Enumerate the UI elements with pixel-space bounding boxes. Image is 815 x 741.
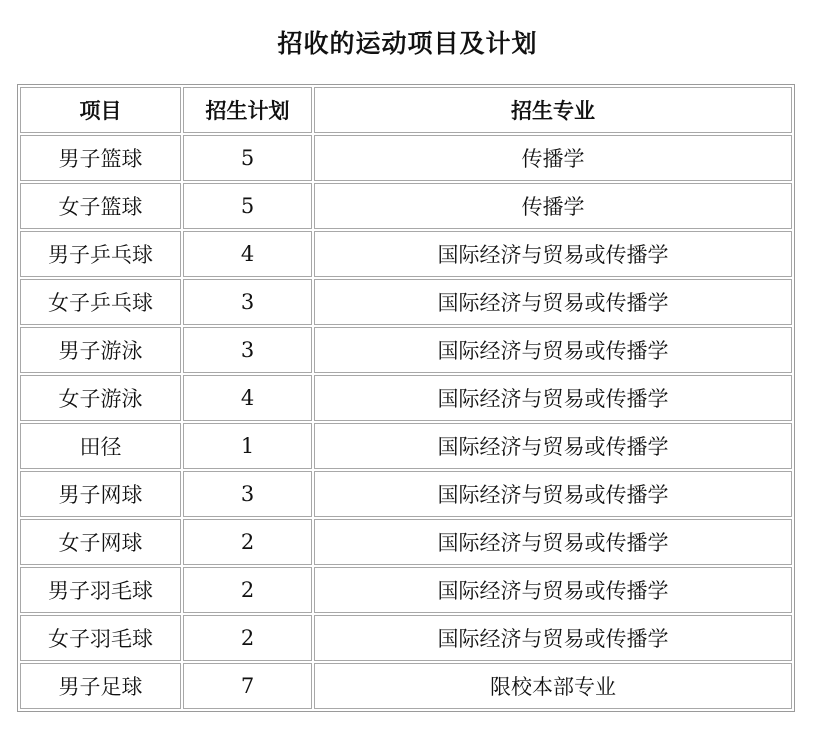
- table-row: [20, 279, 792, 325]
- cell-quota: 5: [183, 135, 312, 181]
- table-header-row: [20, 87, 792, 133]
- table-row: [20, 567, 792, 613]
- table-row: [20, 135, 792, 181]
- table-row: [20, 375, 792, 421]
- cell-major: 传播学: [314, 183, 792, 229]
- cell-major: 国际经济与贸易或传播学: [314, 615, 792, 661]
- table-row: [20, 663, 792, 709]
- cell-sport: 男子羽毛球: [20, 567, 181, 613]
- cell-quota: 4: [183, 231, 312, 277]
- enrollment-plan-table: [17, 84, 795, 712]
- cell-major: 国际经济与贸易或传播学: [314, 519, 792, 565]
- cell-major: 限校本部专业: [314, 663, 792, 709]
- table-row: [20, 615, 792, 661]
- cell-quota: 2: [183, 567, 312, 613]
- page-title: 招收的运动项目及计划: [277, 29, 538, 58]
- cell-quota: 2: [183, 615, 312, 661]
- cell-major: 国际经济与贸易或传播学: [314, 471, 792, 517]
- cell-quota: 4: [183, 375, 312, 421]
- cell-quota: 1: [183, 423, 312, 469]
- table-row: [20, 231, 792, 277]
- cell-sport: 女子羽毛球: [20, 615, 181, 661]
- cell-quota: 5: [183, 183, 312, 229]
- cell-sport: 男子网球: [20, 471, 181, 517]
- cell-quota: 3: [183, 279, 312, 325]
- cell-sport: 男子足球: [20, 663, 181, 709]
- cell-major: 国际经济与贸易或传播学: [314, 279, 792, 325]
- table-row: [20, 519, 792, 565]
- cell-quota: 7: [183, 663, 312, 709]
- cell-sport: 男子篮球: [20, 135, 181, 181]
- cell-sport: 女子游泳: [20, 375, 181, 421]
- cell-major: 国际经济与贸易或传播学: [314, 567, 792, 613]
- cell-sport: 女子篮球: [20, 183, 181, 229]
- cell-sport: 女子网球: [20, 519, 181, 565]
- header-sport: 项目: [20, 87, 181, 133]
- cell-sport: 田径: [20, 423, 181, 469]
- cell-major: 国际经济与贸易或传播学: [314, 327, 792, 373]
- cell-sport: 男子游泳: [20, 327, 181, 373]
- table-row: [20, 423, 792, 469]
- cell-major: 国际经济与贸易或传播学: [314, 423, 792, 469]
- cell-sport: 女子乒乓球: [20, 279, 181, 325]
- table-row: [20, 471, 792, 517]
- cell-major: 国际经济与贸易或传播学: [314, 231, 792, 277]
- cell-sport: 男子乒乓球: [20, 231, 181, 277]
- cell-quota: 3: [183, 327, 312, 373]
- cell-major: 传播学: [314, 135, 792, 181]
- table-row: [20, 183, 792, 229]
- cell-quota: 3: [183, 471, 312, 517]
- cell-major: 国际经济与贸易或传播学: [314, 375, 792, 421]
- header-major: 招生专业: [314, 87, 792, 133]
- cell-quota: 2: [183, 519, 312, 565]
- table-row: [20, 327, 792, 373]
- header-quota: 招生计划: [183, 87, 312, 133]
